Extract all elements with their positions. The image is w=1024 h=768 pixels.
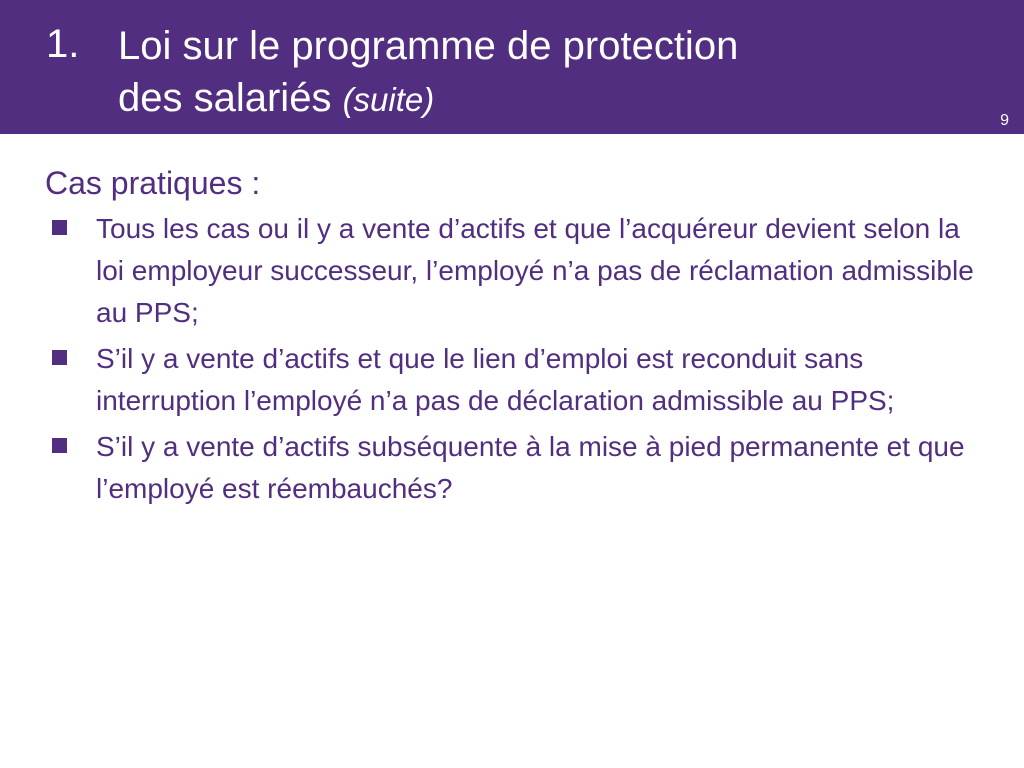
title-number: 1. xyxy=(46,22,80,66)
bullet-list xyxy=(45,208,980,510)
slide-body xyxy=(45,162,980,514)
slide-title xyxy=(118,20,958,126)
title-bar xyxy=(0,0,1024,134)
title-suffix: (suite) xyxy=(342,81,435,118)
square-bullet-icon xyxy=(52,220,67,235)
title-line-2-main: des salariés xyxy=(118,76,343,120)
bullet-item xyxy=(45,338,980,422)
square-bullet-icon xyxy=(52,350,67,365)
bullet-item xyxy=(45,426,980,510)
bullet-text: Tous les cas ou il y a vente d’actifs et que l’acquéreur devient selon la loi employeur successeur, l’employé n’a pas de réclamation admissible au PPS; xyxy=(96,213,974,328)
bullet-text: S’il y a vente d’actifs et que le lien d’emploi est reconduit sans interruption l’employé n’a pas de déclaration admissible au PPS; xyxy=(96,343,895,416)
bullet-text: S’il y a vente d’actifs subséquente à la mise à pied permanente et que l’employé est réembauchés? xyxy=(96,431,965,504)
title-line-2 xyxy=(118,72,958,126)
square-bullet-icon xyxy=(52,438,67,453)
intro-text: Cas pratiques : xyxy=(45,165,261,201)
bullet-item xyxy=(45,208,980,334)
title-line-1: Loi sur le programme de protection xyxy=(118,24,739,68)
page-number: 9 xyxy=(1000,112,1009,129)
